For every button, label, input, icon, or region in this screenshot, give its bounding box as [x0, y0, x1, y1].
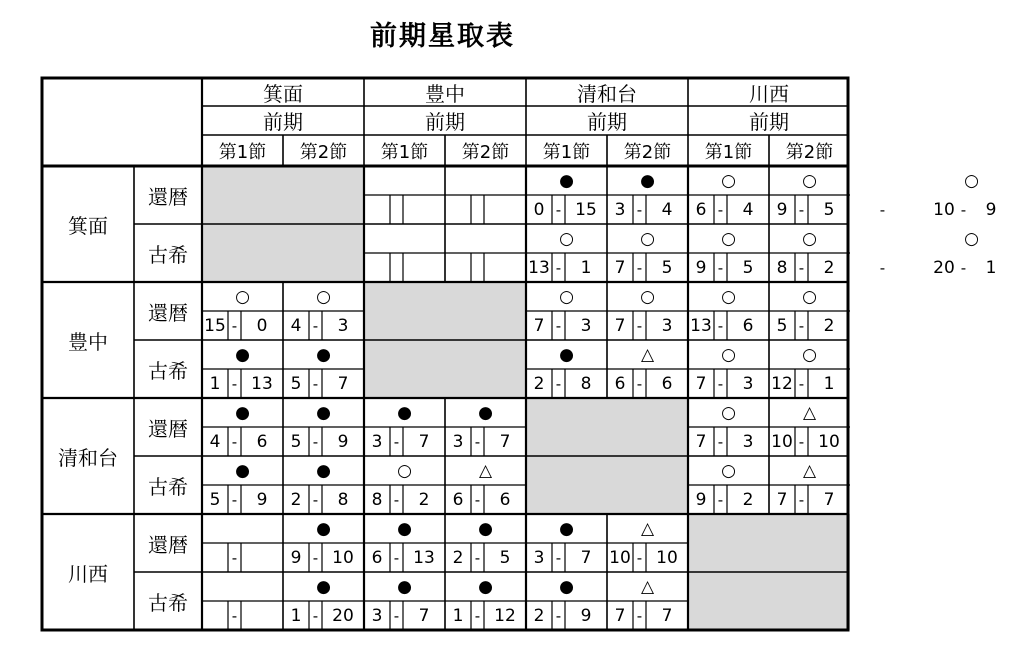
score-against: 1	[985, 257, 997, 278]
score-for: 6	[371, 547, 383, 568]
score-for: 5	[290, 373, 302, 394]
score-against: 10	[656, 547, 678, 568]
score-dash: -	[798, 490, 805, 509]
result-mark: ●	[316, 344, 331, 365]
score-dash: -	[474, 490, 481, 509]
score-for: 13	[690, 315, 712, 336]
score-for: 9	[290, 547, 302, 568]
column-round-header: 第1節	[704, 141, 753, 163]
score-against: 2	[418, 489, 430, 510]
score-dash: -	[474, 548, 481, 567]
result-mark: ●	[235, 344, 250, 365]
result-mark: ○	[316, 286, 331, 307]
score-dash: -	[231, 374, 238, 393]
score-for: 7	[533, 315, 545, 336]
score-for: 7	[695, 431, 707, 452]
score-dash: -	[393, 606, 400, 625]
score-dash: -	[717, 200, 724, 219]
score-for: 6	[452, 489, 464, 510]
result-mark: ●	[559, 576, 574, 597]
score-against	[889, 195, 931, 224]
column-round-header: 第2節	[299, 141, 348, 163]
score-dash: -	[879, 200, 886, 219]
score-dash: -	[393, 548, 400, 567]
score-against: 13	[251, 373, 273, 394]
score-dash: -	[555, 200, 562, 219]
result-mark: ○	[721, 170, 736, 191]
row-category-header: 還暦	[148, 532, 188, 557]
score-dash: -	[798, 200, 805, 219]
score-for: 1	[290, 605, 302, 626]
row-team-header: 清和台	[58, 445, 118, 470]
score-against: 2	[823, 315, 835, 336]
score-against: 3	[337, 315, 349, 336]
score-dash: -	[798, 258, 805, 277]
score-against: 3	[661, 315, 673, 336]
score-for: 5	[290, 431, 302, 452]
column-round-header: 第2節	[785, 141, 834, 163]
score-dash: -	[798, 432, 805, 451]
score-dash: -	[312, 490, 319, 509]
result-mark: ○	[721, 286, 736, 307]
score-against: 5	[823, 199, 835, 220]
result-mark: ○	[964, 170, 979, 191]
score-dash: -	[798, 316, 805, 335]
score-against: 1	[580, 257, 592, 278]
score-dash: -	[231, 432, 238, 451]
row-category-header: 古希	[148, 474, 188, 499]
score-dash: -	[231, 606, 238, 625]
result-mark: ●	[316, 402, 331, 423]
score-for: 20	[933, 257, 955, 278]
score-for: 12	[771, 373, 793, 394]
score-for: 2	[290, 489, 302, 510]
score-against: 7	[337, 373, 349, 394]
score-against: 7	[418, 605, 430, 626]
score-against: 7	[499, 431, 511, 452]
score-for: 2	[533, 605, 545, 626]
score-for: 2	[452, 547, 464, 568]
score-for	[202, 601, 228, 630]
result-mark: △	[478, 460, 493, 481]
result-mark: ●	[559, 518, 574, 539]
score-against	[241, 601, 283, 630]
column-season-header: 前期	[263, 110, 303, 134]
result-mark: ○	[802, 286, 817, 307]
row-category-header: 還暦	[148, 416, 188, 441]
score-against: 5	[499, 547, 511, 568]
result-mark: △	[640, 518, 655, 539]
result-mark: ●	[316, 518, 331, 539]
score-dash: -	[231, 548, 238, 567]
result-mark: ●	[478, 402, 493, 423]
row-category-header: 古希	[148, 358, 188, 383]
score-against: 9	[256, 489, 268, 510]
score-against: 15	[575, 199, 597, 220]
score-for: 2	[533, 373, 545, 394]
score-for: 1	[452, 605, 464, 626]
score-for: 6	[695, 199, 707, 220]
score-against: 9	[580, 605, 592, 626]
score-for: 6	[614, 373, 626, 394]
score-dash: -	[960, 200, 967, 219]
score-for: 7	[776, 489, 788, 510]
result-mark: △	[640, 344, 655, 365]
score-for: 3	[452, 431, 464, 452]
column-round-header: 第2節	[623, 141, 672, 163]
score-dash: -	[555, 374, 562, 393]
score-dash: -	[312, 316, 319, 335]
result-mark	[850, 224, 931, 253]
result-mark	[202, 514, 283, 543]
score-for: 4	[209, 431, 221, 452]
score-for: 10	[609, 547, 631, 568]
score-dash: -	[960, 258, 967, 277]
score-dash: -	[636, 548, 643, 567]
score-for: 5	[776, 315, 788, 336]
score-dash: -	[717, 374, 724, 393]
score-against: 7	[418, 431, 430, 452]
score-dash: -	[636, 606, 643, 625]
score-against: 4	[661, 199, 673, 220]
column-round-header: 第1節	[218, 141, 267, 163]
score-for: 15	[204, 315, 226, 336]
score-against: 3	[742, 373, 754, 394]
column-season-header: 前期	[749, 110, 789, 134]
score-dash: -	[717, 432, 724, 451]
result-mark: ●	[559, 170, 574, 191]
result-mark: ●	[640, 170, 655, 191]
row-team-header: 箕面	[68, 213, 108, 238]
score-against: 6	[661, 373, 673, 394]
score-dash: -	[636, 316, 643, 335]
score-against: 7	[580, 547, 592, 568]
score-for: 9	[695, 489, 707, 510]
score-for: 1	[209, 373, 221, 394]
result-mark: ●	[478, 518, 493, 539]
score-dash: -	[798, 374, 805, 393]
score-against: 7	[823, 489, 835, 510]
score-against: 5	[742, 257, 754, 278]
score-dash: -	[555, 548, 562, 567]
score-for: 5	[209, 489, 221, 510]
score-for: 10	[933, 199, 955, 220]
score-dash: -	[231, 490, 238, 509]
result-mark: ●	[235, 402, 250, 423]
score-for: 9	[695, 257, 707, 278]
score-against: 12	[494, 605, 516, 626]
result-mark	[202, 572, 283, 601]
score-dash: -	[312, 548, 319, 567]
result-mark: ○	[802, 228, 817, 249]
result-mark: ●	[397, 518, 412, 539]
column-season-header: 前期	[587, 110, 627, 134]
score-against: 10	[818, 431, 840, 452]
score-for: 4	[290, 315, 302, 336]
score-dash: -	[555, 606, 562, 625]
result-mark	[850, 166, 931, 195]
column-team-header: 川西	[749, 81, 789, 106]
score-dash: -	[717, 258, 724, 277]
score-for: 7	[614, 257, 626, 278]
score-for: 0	[533, 199, 545, 220]
result-mark: ○	[721, 228, 736, 249]
score-dash: -	[393, 490, 400, 509]
score-against: 3	[742, 431, 754, 452]
score-for	[850, 253, 876, 282]
result-mark: ○	[397, 460, 412, 481]
column-round-header: 第1節	[380, 141, 429, 163]
score-dash: -	[474, 432, 481, 451]
result-mark: △	[802, 460, 817, 481]
row-category-header: 還暦	[148, 300, 188, 325]
score-dash: -	[393, 432, 400, 451]
score-against: 8	[580, 373, 592, 394]
score-against: 9	[985, 199, 997, 220]
score-for: 10	[771, 431, 793, 452]
result-mark: ○	[640, 228, 655, 249]
score-for	[202, 543, 228, 572]
score-dash: -	[717, 316, 724, 335]
column-team-header: 豊中	[425, 81, 465, 106]
score-dash: -	[555, 316, 562, 335]
score-for: 9	[776, 199, 788, 220]
result-mark: ○	[802, 170, 817, 191]
row-team-header: 川西	[68, 561, 108, 586]
score-for: 7	[614, 605, 626, 626]
score-for	[850, 195, 876, 224]
result-mark: ○	[721, 344, 736, 365]
score-against: 2	[742, 489, 754, 510]
result-mark: ○	[235, 286, 250, 307]
column-round-header: 第1節	[542, 141, 591, 163]
score-against: 6	[742, 315, 754, 336]
column-team-header: 箕面	[263, 81, 303, 106]
result-mark: ○	[721, 402, 736, 423]
result-mark: ○	[964, 228, 979, 249]
score-for: 8	[776, 257, 788, 278]
column-team-header: 清和台	[577, 81, 637, 106]
row-category-header: 古希	[148, 242, 188, 267]
score-against: 4	[742, 199, 754, 220]
score-against: 13	[413, 547, 435, 568]
score-dash: -	[717, 490, 724, 509]
score-for: 7	[695, 373, 707, 394]
score-against: 6	[499, 489, 511, 510]
result-mark: ○	[802, 344, 817, 365]
score-against: 3	[580, 315, 592, 336]
score-for: 3	[533, 547, 545, 568]
score-dash: -	[636, 374, 643, 393]
score-dash: -	[312, 374, 319, 393]
row-category-header: 還暦	[148, 184, 188, 209]
score-against: 2	[823, 257, 835, 278]
score-against: 6	[256, 431, 268, 452]
score-dash: -	[312, 606, 319, 625]
score-dash: -	[474, 606, 481, 625]
result-mark: ●	[397, 402, 412, 423]
score-against: 5	[661, 257, 673, 278]
score-for: 13	[528, 257, 550, 278]
result-mark: ●	[559, 344, 574, 365]
result-mark: ○	[721, 460, 736, 481]
result-mark: ●	[397, 576, 412, 597]
score-for: 3	[371, 605, 383, 626]
column-round-header: 第2節	[461, 141, 510, 163]
column-season-header: 前期	[425, 110, 465, 134]
score-for: 3	[614, 199, 626, 220]
row-team-header: 豊中	[68, 329, 108, 354]
score-against	[889, 253, 931, 282]
score-dash: -	[231, 316, 238, 335]
score-against: 8	[337, 489, 349, 510]
result-mark: ○	[559, 228, 574, 249]
score-against: 0	[256, 315, 268, 336]
score-against: 9	[337, 431, 349, 452]
result-mark: △	[802, 402, 817, 423]
result-mark: ●	[478, 576, 493, 597]
result-mark: ●	[316, 576, 331, 597]
row-category-header: 古希	[148, 590, 188, 615]
score-against: 10	[332, 547, 354, 568]
page-title: 前期星取表	[370, 21, 515, 52]
score-for: 3	[371, 431, 383, 452]
result-mark: ○	[559, 286, 574, 307]
score-against: 20	[332, 605, 354, 626]
score-against: 7	[661, 605, 673, 626]
score-dash: -	[555, 258, 562, 277]
score-against: 1	[823, 373, 835, 394]
score-dash: -	[312, 432, 319, 451]
result-mark: ○	[640, 286, 655, 307]
result-mark: △	[640, 576, 655, 597]
score-against	[241, 543, 283, 572]
score-dash: -	[879, 258, 886, 277]
result-mark: ●	[316, 460, 331, 481]
score-for: 8	[371, 489, 383, 510]
score-dash: -	[636, 258, 643, 277]
score-for: 7	[614, 315, 626, 336]
score-dash: -	[636, 200, 643, 219]
result-mark: ●	[235, 460, 250, 481]
